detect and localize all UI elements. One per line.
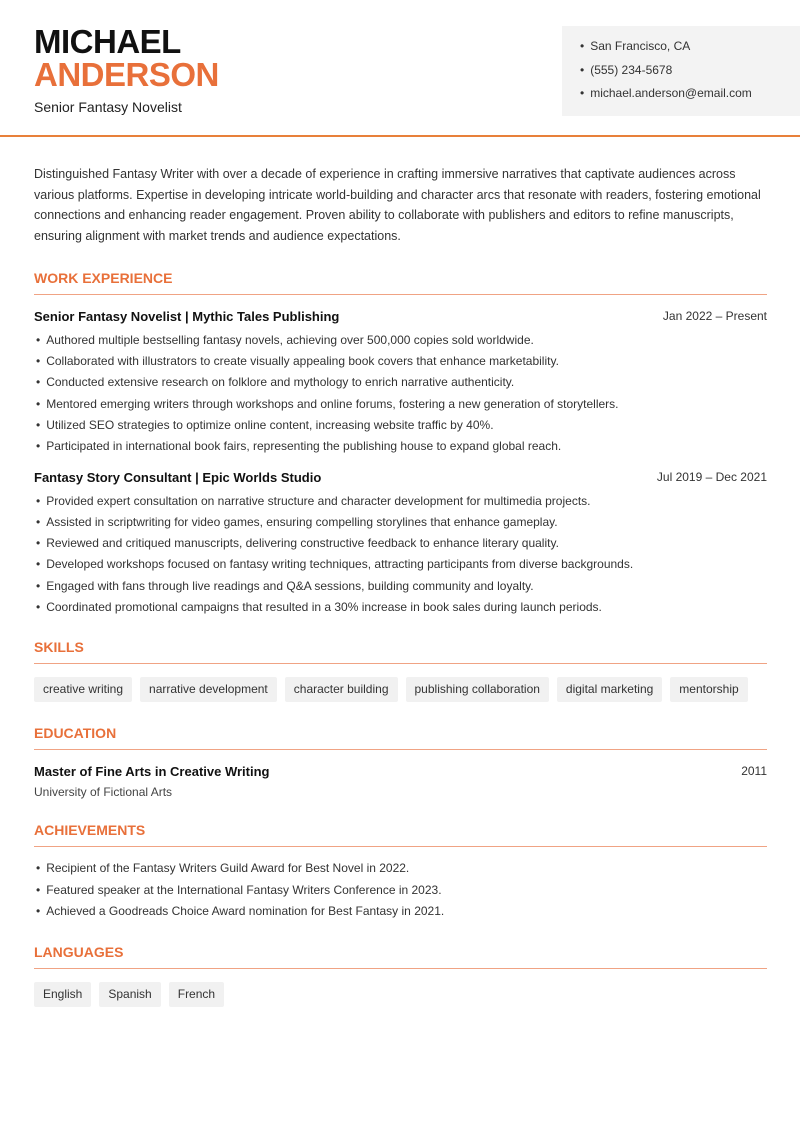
summary: Distinguished Fantasy Writer with over a decade of experience in crafting immersive narratives that captivate audiences across various platforms. Expertise in developing intricate world-building and character arcs that resonate with readers, fostering emotional connections and enhancing reader engagement. Proven ability to collaborate with publishers and editors to refine manuscripts, ensuring alignment with market trends and audience expectations. [34, 167, 761, 244]
job-date: Jul 2019 – Dec 2021 [656, 469, 767, 484]
achievement-item: • Featured speaker at the International Fantasy Writers Conference in 2023. [34, 880, 767, 901]
section-heading-work: WORK EXPERIENCE [34, 270, 767, 295]
language-tag: Spanish [99, 982, 160, 1007]
last-name: ANDERSON [34, 56, 219, 93]
skills-list [34, 677, 767, 702]
section-heading-education: EDUCATION [34, 725, 767, 750]
job-bullet: • Conducted extensive research on folklore and mythology to enrich narrative authenticity. [34, 372, 767, 393]
skill-tag: character building [285, 677, 398, 702]
education-entry [34, 764, 767, 779]
job-bullets [34, 330, 767, 458]
language-tag: French [169, 982, 224, 1007]
job-bullet: • Developed workshops focused on fantasy writing techniques, attracting participants from diverse backgrounds. [34, 554, 767, 575]
job-bullet: • Reviewed and critiqued manuscripts, delivering constructive feedback to enhance literary quality. [34, 533, 767, 554]
skill-tag: publishing collaboration [406, 677, 549, 702]
job-header [34, 309, 767, 324]
job-bullets [34, 491, 767, 619]
job-bullet: • Assisted in scriptwriting for video games, ensuring compelling storylines that enhance gameplay. [34, 512, 767, 533]
section-heading-skills: SKILLS [34, 639, 767, 664]
job-bullet: • Authored multiple bestselling fantasy novels, achieving over 500,000 copies sold worldwide. [34, 330, 767, 351]
job-title: Senior Fantasy Novelist [34, 99, 182, 115]
jobs-list [34, 309, 767, 619]
achievement-item: • Recipient of the Fantasy Writers Guild Award for Best Novel in 2022. [34, 858, 767, 879]
language-tag: English [34, 982, 91, 1007]
skill-tag: mentorship [670, 677, 747, 702]
job-date: Jan 2022 – Present [662, 308, 767, 323]
skill-tag: digital marketing [557, 677, 662, 702]
contact-phone: • (555) 234-5678 [580, 62, 800, 86]
job-header [34, 470, 767, 485]
first-name: MICHAEL [34, 23, 181, 60]
job-bullet: • Utilized SEO strategies to optimize online content, increasing website traffic by 40%. [34, 415, 767, 436]
job-bullet: • Mentored emerging writers through workshops and online forums, fostering a new generation of storytellers. [34, 394, 767, 415]
education-year: 2011 [741, 764, 767, 779]
job-bullet: • Coordinated promotional campaigns that resulted in a 30% increase in book sales during launch periods. [34, 597, 767, 618]
job-bullet: • Collaborated with illustrators to create visually appealing book covers that enhance marketability. [34, 351, 767, 372]
achievement-item: • Achieved a Goodreads Choice Award nomination for Best Fantasy in 2021. [34, 901, 767, 922]
degree: Master of Fine Arts in Creative Writing [34, 764, 270, 780]
resume-body [34, 164, 767, 1007]
job-bullet: • Provided expert consultation on narrative structure and character development for multimedia projects. [34, 491, 767, 512]
section-heading-achievements: ACHIEVEMENTS [34, 822, 767, 847]
contact-box [562, 26, 800, 116]
contact-location: • San Francisco, CA [580, 38, 800, 62]
job-title: Senior Fantasy Novelist | Mythic Tales Publishing [34, 308, 340, 324]
resume-header [0, 0, 800, 137]
skill-tag: narrative development [140, 677, 277, 702]
job-bullet: • Engaged with fans through live readings and Q&A sessions, building community and loyalty. [34, 576, 767, 597]
section-heading-languages: LANGUAGES [34, 944, 767, 969]
job-bullet: • Participated in international book fairs, representing the publishing house to expand global reach. [34, 436, 767, 457]
school: University of Fictional Arts [34, 785, 173, 800]
skill-tag: creative writing [34, 677, 132, 702]
contact-email[interactable]: • michael.anderson@email.com [580, 85, 800, 109]
job-title: Fantasy Story Consultant | Epic Worlds Studio [34, 469, 322, 485]
languages-list [34, 982, 767, 1007]
achievements-list [34, 858, 767, 922]
